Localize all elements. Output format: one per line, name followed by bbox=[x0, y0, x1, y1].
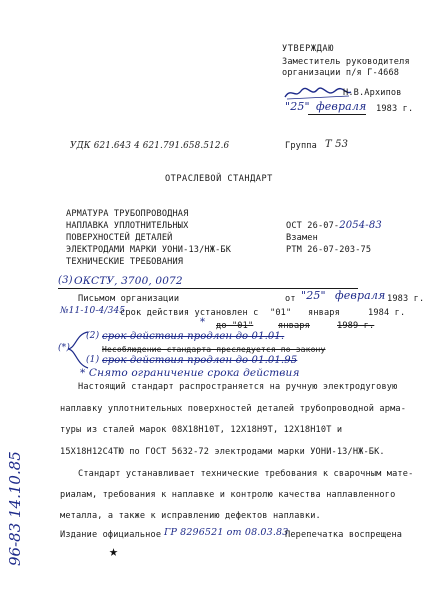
title-line-2: НАПЛАВКА УПЛОТНИТЕЛЬНЫХ bbox=[66, 221, 189, 231]
removed-note: * Снято ограничение срока действия bbox=[80, 367, 300, 379]
approval-title: УТВЕРЖДАЮ bbox=[282, 44, 334, 54]
title-line-5: ТЕХНИЧЕСКИЕ ТРЕБОВАНИЯ bbox=[66, 257, 184, 267]
validity-ref: №11-10-4/345 bbox=[60, 306, 126, 316]
marker-circle-2: (2) bbox=[86, 331, 100, 341]
group-label: Группа bbox=[285, 141, 317, 151]
group-code: Т 53 bbox=[325, 139, 349, 150]
letter-month: февраля bbox=[335, 289, 386, 302]
udk-code: УДК 621.643 4 621.791.658.512.6 bbox=[70, 141, 230, 151]
body-line-4: 15Х18Н12С4ТЮ по ГОСТ 5632-72 электродами марки УОНИ-13/НЖ-БК. bbox=[60, 447, 385, 457]
approval-position-1: Заместитель руководителя bbox=[282, 57, 410, 67]
title-line-3: ПОВЕРХНОСТЕЙ ДЕТАЛЕЙ bbox=[66, 233, 173, 243]
ost-number: ОСТ 26-07-2054-83 bbox=[286, 220, 382, 231]
body-line-1: Настоящий стандарт распространяется на ручную электродуговую bbox=[78, 382, 398, 392]
approval-date-month: февраля bbox=[316, 100, 367, 113]
approval-signer: Н.В.Архипов bbox=[343, 88, 402, 98]
letter-from: от bbox=[285, 294, 296, 304]
star-icon: ★ bbox=[109, 542, 119, 560]
validity-from-day: "01" bbox=[270, 308, 292, 318]
validity-to-month: января bbox=[278, 321, 310, 331]
ost-replaces-label: Взамен bbox=[286, 233, 318, 243]
title-line-4: ЭЛЕКТРОДАМИ МАРКИ УОНИ-13/НЖ-БК bbox=[66, 245, 232, 255]
validity-from-month: января bbox=[308, 308, 340, 318]
standard-heading: ОТРАСЛЕВОЙ СТАНДАРТ bbox=[165, 174, 273, 184]
body2-line-3: металла, а также к исправлению дефектов наплавки. bbox=[60, 511, 321, 521]
approval-position-2: организации п/я Г-4668 bbox=[282, 68, 400, 78]
body-line-3: туры из сталей марок 08Х18Н10Т, 12Х18Н9Т, 12Х18Н10Т и bbox=[60, 425, 343, 435]
validity-to-year: 1989 г. bbox=[337, 321, 375, 331]
validity-text: срок действия установлен с bbox=[120, 308, 259, 318]
body-line-2: наплавку уплотнительных поверхностей деталей трубопроводной арма- bbox=[60, 404, 407, 414]
body2-line-2: риалам, требования к наплавке и контролю качества наплавленного bbox=[60, 490, 396, 500]
approval-date-day: "25" bbox=[285, 100, 310, 113]
margin-note: 96-83 14.10.85 bbox=[6, 451, 24, 566]
body2-line-1: Стандарт устанавливает технические требования к сварочным мате- bbox=[78, 469, 414, 479]
validity-from-year: 1984 г. bbox=[368, 308, 406, 318]
approval-date-year: 1983 г. bbox=[376, 104, 414, 114]
letter-label: Письмом организации bbox=[78, 294, 180, 304]
strike-line-2: Несоблюдение стандарта преследуется по закону bbox=[102, 345, 326, 354]
marker-circle-1: (1) bbox=[86, 355, 100, 365]
marker-star-circle: (*) bbox=[58, 343, 70, 353]
strike-line-1: срок действия продлен до 01.01. bbox=[102, 331, 285, 342]
okstu-marker: (3) bbox=[58, 275, 73, 286]
title-line-1: АРМАТУРА ТРУБОПРОВОДНАЯ bbox=[66, 209, 189, 219]
validity-to-text: до "01" bbox=[216, 321, 254, 331]
footer-edition-hand: ГР 8296521 от 08.03.83 bbox=[164, 527, 289, 538]
okstu-code: ОКСТУ, 3700, 0072 bbox=[74, 275, 183, 287]
strike-line-3: срок действия продлен до 01.01.95 bbox=[102, 355, 298, 366]
letter-day: "25" bbox=[301, 289, 326, 302]
letter-year: 1983 г. bbox=[387, 294, 425, 304]
ost-replaces: РТМ 26-07-203-75 bbox=[286, 245, 372, 255]
footer-edition: Издание официальное bbox=[60, 530, 162, 540]
small-star-marker: * bbox=[200, 317, 206, 328]
footer-reprint: Перепечатка воспрещена bbox=[285, 530, 403, 540]
